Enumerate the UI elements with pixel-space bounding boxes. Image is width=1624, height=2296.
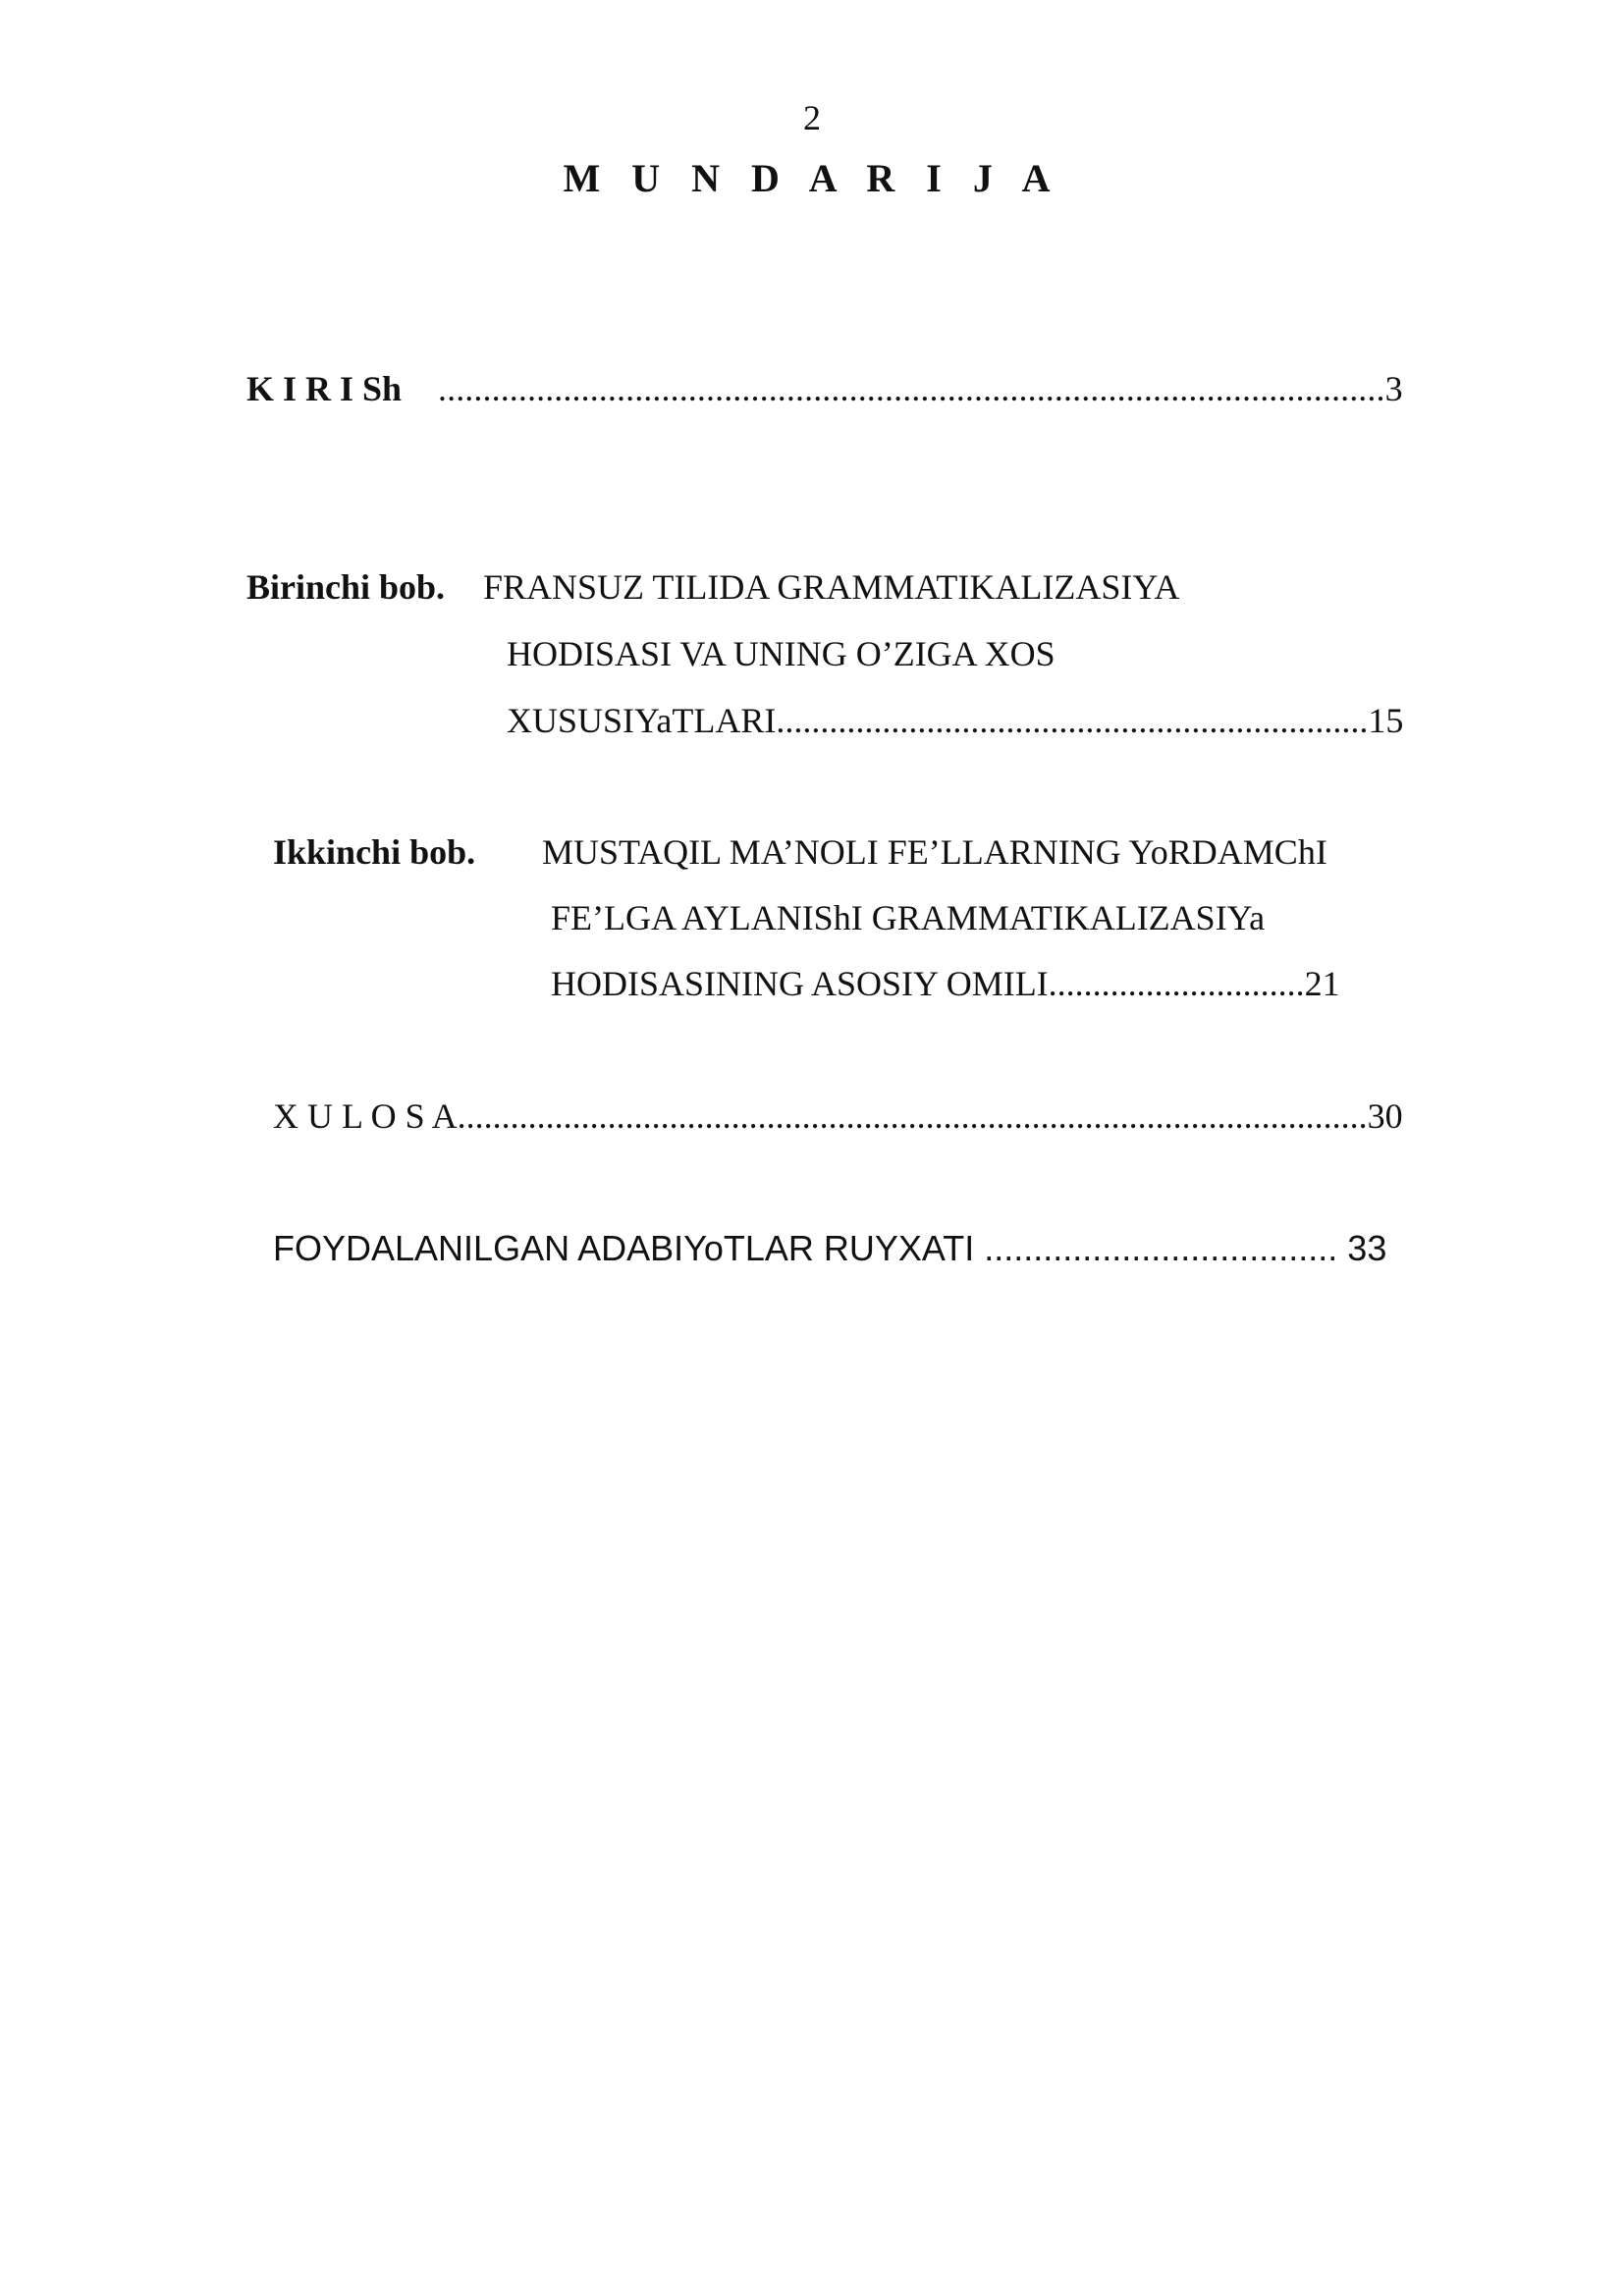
toc-chapter-2-title-line-1: MUSTAQIL MA’NOLI FE’LLARNING YoRDAMChI <box>542 832 1327 872</box>
toc-chapter-2-label: Ikkinchi bob. <box>273 832 476 872</box>
toc-chapter-1-label: Birinchi bob. <box>246 567 446 607</box>
toc-chapter-2-title-line-2: FE’LGA AYLANIShI GRAMMATIKALIZASIYa <box>551 898 1266 937</box>
toc-chapter-2-title-line-3: HODISASINING ASOSIY OMILI.............................21 <box>551 964 1340 1003</box>
page-title: M U N D A R I J A <box>563 156 1061 200</box>
toc-chapter-1-title-line-1: FRANSUZ TILIDA GRAMMATIKALIZASIYA <box>483 567 1180 607</box>
toc-xulosa-text: X U L O S A.......................................................................................................30 <box>273 1096 1403 1136</box>
toc-references-text: FOYDALANILGAN ADABIYoTLAR RUYXATI .................................... 33 <box>273 1228 1387 1268</box>
toc-kirish-label: K I R I Sh <box>246 369 403 408</box>
toc-kirish-leader: ..........................................................................................................3 <box>438 369 1403 408</box>
page-number: 2 <box>803 98 821 137</box>
toc-chapter-1-title-line-3: XUSUSIYaTLARI...................................................................15 <box>507 701 1404 740</box>
toc-chapter-1-title-line-2: HODISASI VA UNING O’ZIGA XOS <box>507 634 1056 673</box>
